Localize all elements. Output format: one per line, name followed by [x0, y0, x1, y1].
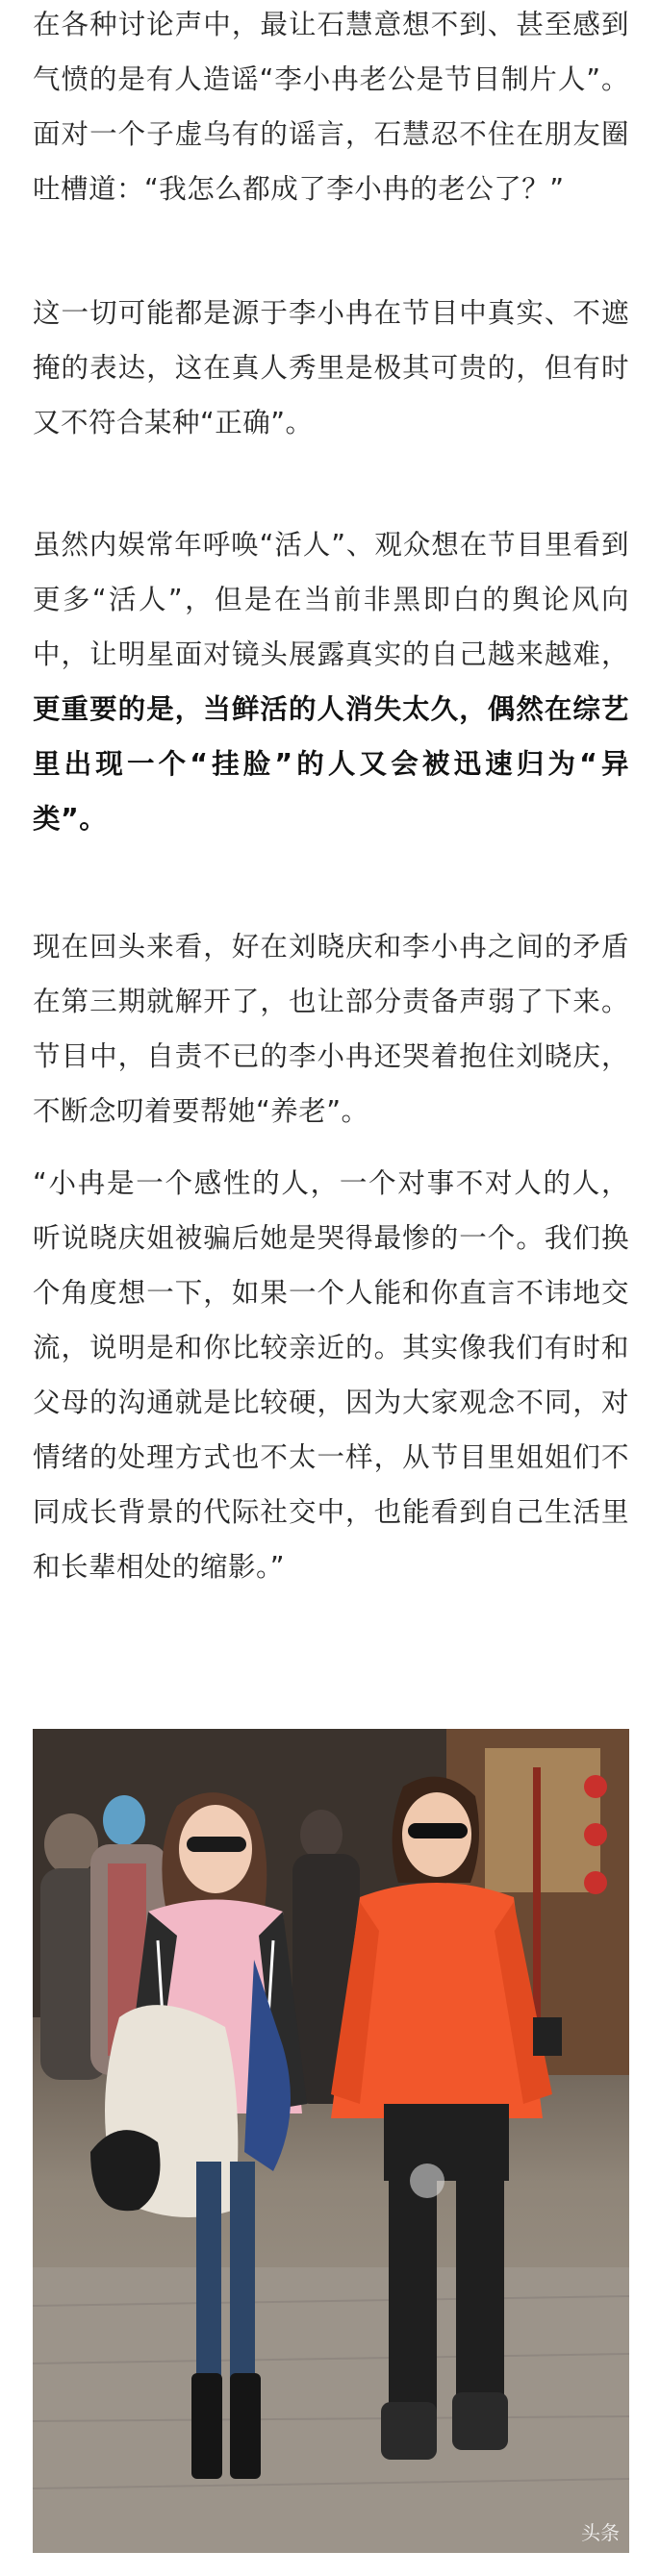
- watermark-text: 头条: [581, 2521, 620, 2544]
- paragraph-2: 这一切可能都是源于李小冉在节目中真实、不遮掩的表达，这在真人秀里是极其可贵的，但有时又不符合某种“正确”。: [33, 297, 629, 438]
- paragraph-4: 现在回头来看，好在刘晓庆和李小冉之间的矛盾在第三期就解开了，也让部分责备声弱了下来。节目中，自责不已的李小冉还哭着抱住刘晓庆，不断念叨着要帮她“养老”。: [33, 931, 629, 1127]
- paragraph-1: 在各种讨论声中，最让石慧意想不到、甚至感到气愤的是有人造谣“李小冉老公是节目制片人”。面对一个子虚乌有的谣言，石慧忍不住在朋友圈吐槽道：“我怎么都成了李小冉的老公了？”: [33, 9, 629, 205]
- paragraph-3-bold-emphasis: 当鲜活的人消失太久，偶然在综艺里出现一个“挂脸”的人又会被迅速归为“异类”。: [33, 693, 629, 835]
- article-photo: [33, 1729, 629, 2553]
- paragraph-3-text: 虽然内娱常年呼唤“活人”、观众想在节目里看到更多“活人”，但是在当前非黑即白的舆论风向中，让明星面对镜头展露真实的自己越来越难，: [33, 529, 629, 670]
- paragraph-5: “小冉是一个感性的人，一个对事不对人的人，听说晓庆姐被骗后她是哭得最惨的一个。我们换个角度想一下，如果一个人能和你直言不讳地交流，说明是和你比较亲近的。其实像我们有时和父母的沟通就是比较硬，因为大家观念不同，对情绪的处理方式也不太一样，从节目里姐姐们不同成长背景的代际社交中，也能看到自己生活里和长辈相处的缩影。”: [33, 1167, 629, 1583]
- paragraph-3: [33, 517, 629, 846]
- paragraph-3-bold-lead: 更重要的是，: [33, 693, 204, 725]
- street-scene-illustration: [33, 1729, 629, 2553]
